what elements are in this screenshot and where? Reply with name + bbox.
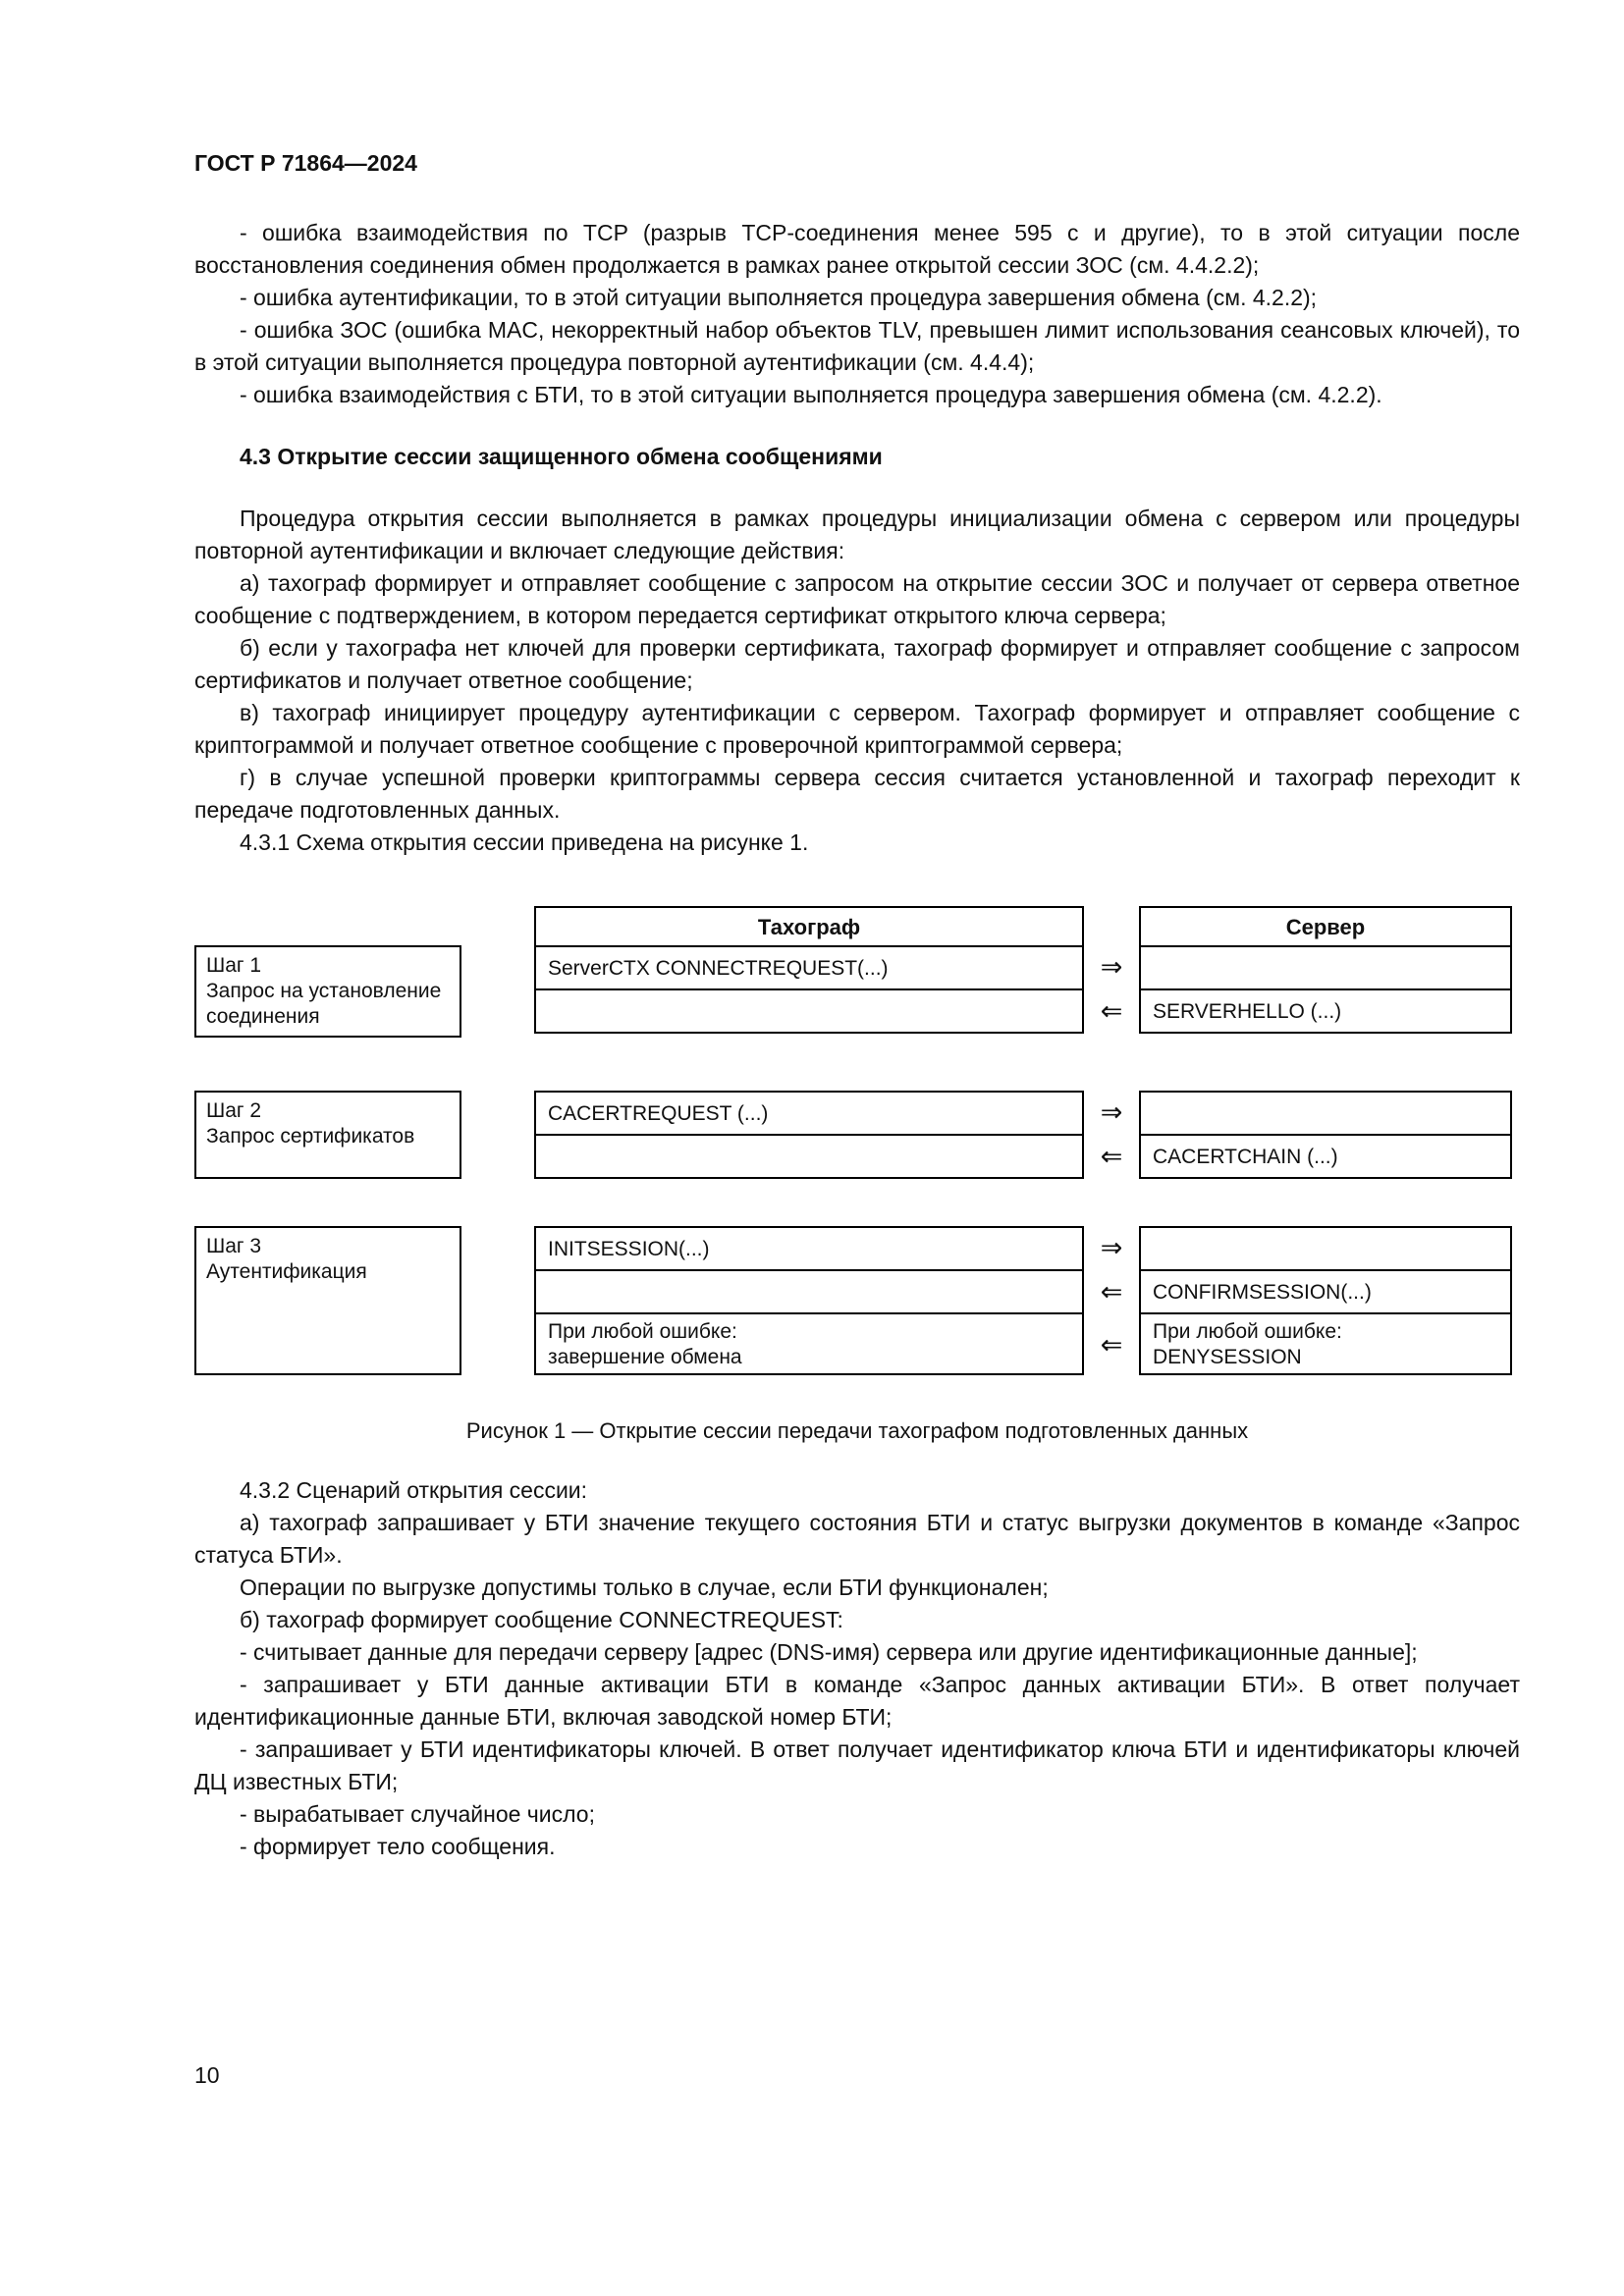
arrow-left-icon: ⇐ <box>1100 1329 1123 1360</box>
message-serverhello: SERVERHELLO (...) <box>1139 988 1512 1034</box>
error-left-line1: При любой ошибке: <box>548 1320 737 1343</box>
doc-header: ГОСТ Р 71864—2024 <box>194 150 417 176</box>
message-box-empty <box>1139 945 1512 990</box>
paragraph: - ошибка ЗОС (ошибка MAC, некорректный набор объектов TLV, превышен лимит использования сеансовых ключей), то в этой ситуации выполняется процедура повторной аутентификации (см. 4.4.4); <box>194 317 1520 375</box>
arrow-right-icon: ⇒ <box>1100 1233 1123 1262</box>
arrow-left-icon: ⇐ <box>1100 1277 1123 1307</box>
tachograph-column <box>534 906 1084 1034</box>
paragraph: Процедура открытия сессии выполняется в рамках процедуры инициализации обмена с сервером или процедуры повторной аутентификации и включает следующие действия: <box>194 506 1520 563</box>
diagram-step3-group <box>194 1226 1520 1375</box>
error-box-tachograph <box>534 1312 1084 1375</box>
arrow-right-icon: ⇒ <box>1100 952 1123 982</box>
step1-desc: Запрос на установление соединения <box>206 980 442 1028</box>
error-right-line1: При любой ошибке: <box>1153 1320 1342 1343</box>
server-column <box>1139 1091 1512 1179</box>
paragraph: в) тахограф инициирует процедуру аутентификации с сервером. Тахограф формирует и отправляет сообщение с криптограммой и получает ответное сообщение с проверочной криптограммой сервера; <box>194 700 1520 758</box>
paragraph: - считывает данные для передачи серверу [адрес (DNS-имя) сервера или другие идентификационные данные]; <box>240 1639 1418 1665</box>
page-number: 10 <box>194 2062 220 2088</box>
message-confirmsession: CONFIRMSESSION(...) <box>1139 1269 1512 1314</box>
step3-box <box>194 1226 461 1375</box>
server-column <box>1139 1226 1512 1375</box>
error-right-line2: DENYSESSION <box>1153 1346 1302 1368</box>
message-box-empty <box>534 1269 1084 1314</box>
paragraph: а) тахограф запрашивает у БТИ значение текущего состояния БТИ и статус выгрузки документов в команде «Запрос статуса БТИ». <box>194 1510 1520 1568</box>
page-content <box>194 147 1520 1863</box>
arrow-right-icon: ⇒ <box>1100 1097 1123 1127</box>
tachograph-column <box>534 1091 1084 1179</box>
step3-desc: Аутентификация <box>206 1260 367 1283</box>
arrow-left-icon: ⇐ <box>1100 1142 1123 1171</box>
arrow-column <box>1084 1226 1139 1375</box>
paragraph: б) если у тахографа нет ключей для проверки сертификата, тахограф формирует и отправляет сообщение с запросом сертификатов и получает ответное сообщение; <box>194 635 1520 693</box>
figure-1-diagram <box>194 906 1520 1375</box>
step2-box <box>194 1091 461 1179</box>
paragraph: 4.3.1 Схема открытия сессии приведена на рисунке 1. <box>240 829 809 855</box>
tachograph-column <box>534 1226 1084 1375</box>
message-connectrequest: ServerCTX CONNECTREQUEST(...) <box>534 945 1084 990</box>
arrow-spacer <box>1084 906 1139 945</box>
step2-desc: Запрос сертификатов <box>206 1125 415 1148</box>
paragraph: - вырабатывает случайное число; <box>240 1801 595 1827</box>
diagram-step2-group <box>194 1091 1520 1179</box>
paragraph: 4.3.2 Сценарий открытия сессии: <box>240 1477 588 1503</box>
message-initsession: INITSESSION(...) <box>534 1226 1084 1271</box>
paragraph: Операции по выгрузке допустимы только в случае, если БТИ функционален; <box>240 1575 1049 1600</box>
paragraph: - запрашивает у БТИ данные активации БТИ в команде «Запрос данных активации БТИ». В ответ получает идентификационные данные БТИ, включая заводской номер БТИ; <box>194 1672 1520 1730</box>
paragraph: - ошибка аутентификации, то в этой ситуации выполняется процедура завершения обмена (см. 4.2.2); <box>240 285 1318 310</box>
message-cacertchain: CACERTCHAIN (...) <box>1139 1134 1512 1179</box>
step1-title: Шаг 1 <box>206 954 262 977</box>
section-heading-4-3: 4.3 Открытие сессии защищенного обмена сообщениями <box>240 444 883 469</box>
paragraph: - ошибка взаимодействия по TCP (разрыв TCP-соединения менее 595 с и другие), то в этой ситуации после восстановления соединения обмен продолжается в рамках ранее открытой сессии ЗОС (см. 4.4.2.2); <box>194 220 1520 278</box>
paragraph: - ошибка взаимодействия с БТИ, то в этой ситуации выполняется процедура завершения обмена (см. 4.2.2). <box>240 382 1382 407</box>
arrow-column <box>1084 906 1139 1034</box>
error-box-server <box>1139 1312 1512 1375</box>
paragraph: б) тахограф формирует сообщение CONNECTREQUEST: <box>240 1607 843 1632</box>
arrow-column <box>1084 1091 1139 1179</box>
step2-title: Шаг 2 <box>206 1099 262 1122</box>
message-box-empty <box>1139 1226 1512 1271</box>
error-left-line2: завершение обмена <box>548 1346 742 1368</box>
step1-box <box>194 945 461 1038</box>
paragraph: - формирует тело сообщения. <box>240 1834 556 1859</box>
step3-column <box>194 1226 461 1375</box>
step2-column <box>194 1091 461 1179</box>
figure-caption: Рисунок 1 — Открытие сессии передачи тахографом подготовленных данных <box>465 1418 1249 1443</box>
tachograph-header: Тахограф <box>534 906 1084 947</box>
message-cacertrequest: CACERTREQUEST (...) <box>534 1091 1084 1136</box>
server-column <box>1139 906 1512 1034</box>
diagram-step1-group <box>194 906 1520 1038</box>
paragraph: г) в случае успешной проверки криптограммы сервера сессия считается установленной и тахограф переходит к передаче подготовленных данных. <box>194 765 1520 823</box>
arrow-left-icon: ⇐ <box>1100 996 1123 1026</box>
paragraph: а) тахограф формирует и отправляет сообщение с запросом на открытие сессии ЗОС и получает от сервера ответное сообщение с подтверждением, в котором передается сертификат открытого ключа сервера; <box>194 570 1520 628</box>
message-box-empty <box>1139 1091 1512 1136</box>
message-box-empty <box>534 1134 1084 1179</box>
server-header: Сервер <box>1139 906 1512 947</box>
paragraph: - запрашивает у БТИ идентификаторы ключей. В ответ получает идентификатор ключа БТИ и идентификаторы ключей ДЦ известных БТИ; <box>194 1736 1520 1794</box>
message-box-empty <box>534 988 1084 1034</box>
step3-title: Шаг 3 <box>206 1235 262 1257</box>
step1-column <box>194 906 461 1038</box>
